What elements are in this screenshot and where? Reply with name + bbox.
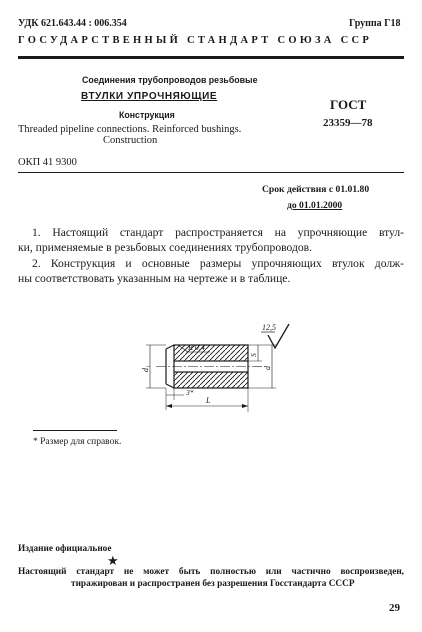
title-line-2: ВТУЛКИ УПРОЧНЯЮЩИЕ xyxy=(81,91,218,102)
title-line-1: Соединения трубопроводов резьбовые xyxy=(82,75,258,85)
paragraph-1-line-1: 1. Настоящий стандарт распространяется на упрочняющие втул- xyxy=(32,226,404,239)
english-title-line-1: Threaded pipeline connections. Reinforced bushings. xyxy=(18,124,242,135)
group-code: Группа Г18 xyxy=(349,18,401,29)
gost-label: ГОСТ xyxy=(330,97,367,112)
roughness-value: 12,5 xyxy=(262,323,276,332)
agency-title: ГОСУДАРСТВЕННЫЙ СТАНДАРТ СОЮЗА ССР xyxy=(18,35,373,46)
roughness-mark xyxy=(261,323,289,348)
dim-s-label: S xyxy=(249,353,258,357)
dim-l-label: L xyxy=(206,396,211,405)
gost-number: 23359—78 xyxy=(323,117,373,129)
paragraph-1-line-2: ки, применяемые в резьбовых соединениях трубопроводов. xyxy=(18,241,313,254)
paragraph-2-line-2: ны соответствовать указанным на чертеже и в таблице. xyxy=(18,272,291,285)
page-number: 29 xyxy=(389,602,400,614)
title-line-3: Конструкция xyxy=(119,110,175,120)
paragraph-2-line-1: 2. Конструкция и основные размеры упрочняющих втулок долж- xyxy=(32,257,404,270)
dim-d1-label: d₁ xyxy=(141,365,150,372)
dim-angle-label: 3* xyxy=(186,388,194,397)
edition-label: Издание официальное xyxy=(18,544,112,554)
validity-from: Срок действия с 01.01.80 xyxy=(262,184,370,195)
udk-code: УДК 621.643.44 : 006.354 xyxy=(18,18,127,29)
notice-line-2: тиражирован и распространен без разрешения Госстандарта СССР xyxy=(71,579,355,589)
notice-line-1: Настоящий стандарт не может быть полностью или частично воспроизведен, xyxy=(18,567,404,577)
star-mark: ★ xyxy=(107,553,119,568)
dim-d-label: d xyxy=(263,366,272,370)
validity-to: до 01.01.2000 xyxy=(287,200,343,211)
okp-code: ОКП 41 9300 xyxy=(18,157,77,168)
footnote: * Размер для справок. xyxy=(33,437,122,447)
footnote-rule xyxy=(33,430,117,431)
english-title-line-2: Construction xyxy=(103,135,158,146)
